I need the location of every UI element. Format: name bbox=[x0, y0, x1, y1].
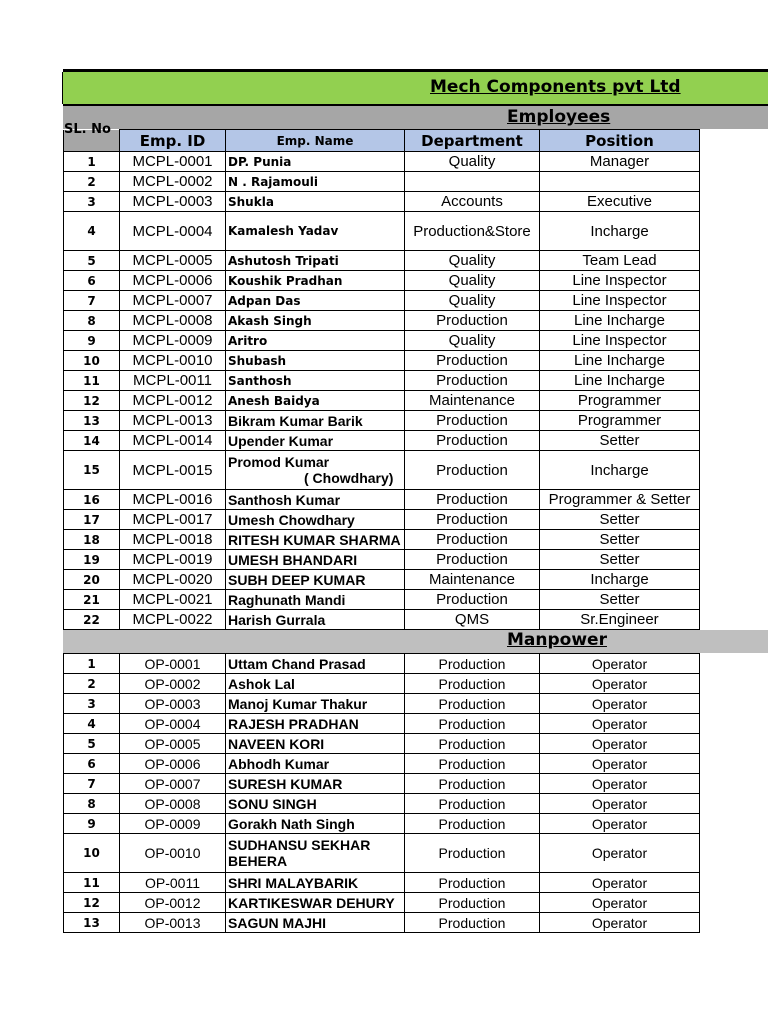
row-number-cell: 9 bbox=[64, 331, 120, 351]
department-cell: Quality bbox=[405, 251, 540, 271]
table-row bbox=[64, 570, 700, 590]
employees-section-band bbox=[63, 106, 768, 137]
department-cell: Production bbox=[405, 654, 540, 674]
emp-name-cell: Koushik Pradhan bbox=[226, 271, 405, 291]
row-number-cell: 11 bbox=[64, 371, 120, 391]
department-cell bbox=[405, 172, 540, 192]
department-cell: Production bbox=[405, 913, 540, 933]
emp-id-cell: OP-0013 bbox=[120, 913, 226, 933]
position-cell: Operator bbox=[540, 774, 700, 794]
table-row bbox=[64, 510, 700, 530]
position-cell: Executive bbox=[540, 192, 700, 212]
emp-id-cell: MCPL-0005 bbox=[120, 251, 226, 271]
emp-name-line: Promod Kumar bbox=[228, 454, 330, 470]
department-cell: Production bbox=[405, 530, 540, 550]
row-number-cell: 4 bbox=[64, 212, 120, 251]
department-cell: Quality bbox=[405, 331, 540, 351]
emp-id-cell: OP-0008 bbox=[120, 794, 226, 814]
row-number-cell: 17 bbox=[64, 510, 120, 530]
emp-id-cell: MCPL-0012 bbox=[120, 391, 226, 411]
row-number-cell: 20 bbox=[64, 570, 120, 590]
table-row bbox=[64, 490, 700, 510]
position-cell: Setter bbox=[540, 510, 700, 530]
position-cell: Operator bbox=[540, 913, 700, 933]
table-row bbox=[64, 411, 700, 431]
emp-name-cell: Shubash bbox=[226, 351, 405, 371]
emp-name-cell: Ashutosh Tripati bbox=[226, 251, 405, 271]
table-row bbox=[64, 714, 700, 734]
row-number-cell: 12 bbox=[64, 893, 120, 913]
table-row bbox=[64, 271, 700, 291]
table-row bbox=[64, 834, 700, 873]
department-cell: Production bbox=[405, 311, 540, 331]
table-row bbox=[64, 654, 700, 674]
table-row bbox=[64, 251, 700, 271]
emp-id-cell: MCPL-0009 bbox=[120, 331, 226, 351]
row-number-cell: 5 bbox=[64, 734, 120, 754]
emp-id-cell: OP-0010 bbox=[120, 834, 226, 873]
emp-id-cell: MCPL-0008 bbox=[120, 311, 226, 331]
department-cell: Production bbox=[405, 411, 540, 431]
emp-id-cell: MCPL-0013 bbox=[120, 411, 226, 431]
position-cell: Setter bbox=[540, 530, 700, 550]
emp-id-cell: MCPL-0001 bbox=[120, 152, 226, 172]
table-row bbox=[64, 590, 700, 610]
emp-id-cell: OP-0003 bbox=[120, 694, 226, 714]
emp-id-cell: MCPL-0022 bbox=[120, 610, 226, 630]
emp-id-cell: MCPL-0019 bbox=[120, 550, 226, 570]
emp-id-cell: MCPL-0003 bbox=[120, 192, 226, 212]
row-number-cell: 6 bbox=[64, 271, 120, 291]
position-cell: Operator bbox=[540, 873, 700, 893]
emp-id-cell: MCPL-0006 bbox=[120, 271, 226, 291]
table-row bbox=[64, 794, 700, 814]
emp-name-cell: RAJESH PRADHAN bbox=[226, 714, 405, 734]
row-number-cell: 10 bbox=[64, 834, 120, 873]
position-cell: Operator bbox=[540, 654, 700, 674]
emp-id-cell: MCPL-0010 bbox=[120, 351, 226, 371]
position-cell: Operator bbox=[540, 674, 700, 694]
emp-name-cell: SAGUN MAJHI bbox=[226, 913, 405, 933]
table-row bbox=[64, 530, 700, 550]
table-row bbox=[64, 172, 700, 192]
row-number-cell: 18 bbox=[64, 530, 120, 550]
row-number-cell: 13 bbox=[64, 913, 120, 933]
emp-name-cell: Shukla bbox=[226, 192, 405, 212]
table-row bbox=[64, 814, 700, 834]
department-cell: Production&Store bbox=[405, 212, 540, 251]
position-cell: Sr.Engineer bbox=[540, 610, 700, 630]
table-row bbox=[64, 192, 700, 212]
department-cell: Maintenance bbox=[405, 391, 540, 411]
row-number-cell: 10 bbox=[64, 351, 120, 371]
row-number-cell: 1 bbox=[64, 152, 120, 172]
emp-name-cell: Santhosh bbox=[226, 371, 405, 391]
emp-name-cell: N . Rajamouli bbox=[226, 172, 405, 192]
position-cell: Line Inspector bbox=[540, 291, 700, 311]
row-number-cell: 13 bbox=[64, 411, 120, 431]
position-cell: Operator bbox=[540, 834, 700, 873]
row-number-cell: 14 bbox=[64, 431, 120, 451]
position-cell: Setter bbox=[540, 431, 700, 451]
department-cell: Production bbox=[405, 431, 540, 451]
emp-name-cell: Manoj Kumar Thakur bbox=[226, 694, 405, 714]
row-number-cell: 9 bbox=[64, 814, 120, 834]
row-number-cell: 3 bbox=[64, 694, 120, 714]
position-cell: Programmer bbox=[540, 391, 700, 411]
emp-id-cell: MCPL-0015 bbox=[120, 451, 226, 490]
table-row bbox=[64, 371, 700, 391]
table-row bbox=[64, 774, 700, 794]
emp-name-cell: DP. Punia bbox=[226, 152, 405, 172]
department-cell: Production bbox=[405, 694, 540, 714]
row-number-cell: 15 bbox=[64, 451, 120, 490]
emp-name-cell: UMESH BHANDARI bbox=[226, 550, 405, 570]
emp-name-cell: SUBH DEEP KUMAR bbox=[226, 570, 405, 590]
department-cell: Quality bbox=[405, 152, 540, 172]
position-cell: Programmer bbox=[540, 411, 700, 431]
position-cell: Operator bbox=[540, 714, 700, 734]
table-row bbox=[64, 610, 700, 630]
position-cell: Manager bbox=[540, 152, 700, 172]
row-number-cell: 11 bbox=[64, 873, 120, 893]
position-cell: Setter bbox=[540, 550, 700, 570]
emp-name-line-2: ( Chowdhary) bbox=[304, 470, 394, 486]
row-number-cell: 12 bbox=[64, 391, 120, 411]
manpower-section-title: Manpower bbox=[507, 630, 607, 650]
row-number-cell: 8 bbox=[64, 794, 120, 814]
table-row bbox=[64, 873, 700, 893]
emp-id-cell: MCPL-0002 bbox=[120, 172, 226, 192]
emp-name-cell: Bikram Kumar Barik bbox=[226, 411, 405, 431]
position-cell: Line Inspector bbox=[540, 331, 700, 351]
emp-name-cell: SHRI MALAYBARIK bbox=[226, 873, 405, 893]
emp-name-cell: SONU SINGH bbox=[226, 794, 405, 814]
emp-id-cell: MCPL-0018 bbox=[120, 530, 226, 550]
emp-id-cell: MCPL-0021 bbox=[120, 590, 226, 610]
emp-name-cell: SUDHANSU SEKHAR BEHERA bbox=[226, 834, 405, 873]
department-cell: Production bbox=[405, 351, 540, 371]
manpower-body bbox=[64, 654, 700, 933]
department-cell: Production bbox=[405, 774, 540, 794]
department-cell: Production bbox=[405, 794, 540, 814]
table-row bbox=[64, 391, 700, 411]
position-cell: Operator bbox=[540, 893, 700, 913]
emp-id-cell: MCPL-0020 bbox=[120, 570, 226, 590]
position-cell: Line Inspector bbox=[540, 271, 700, 291]
table-row bbox=[64, 351, 700, 371]
position-cell: Setter bbox=[540, 590, 700, 610]
position-cell: Programmer & Setter bbox=[540, 490, 700, 510]
company-title-band bbox=[63, 69, 768, 106]
company-title: Mech Components pvt Ltd bbox=[430, 77, 681, 97]
table-row bbox=[64, 913, 700, 933]
department-cell: Maintenance bbox=[405, 570, 540, 590]
emp-id-cell: MCPL-0017 bbox=[120, 510, 226, 530]
position-cell bbox=[540, 172, 700, 192]
emp-name-cell: KARTIKESWAR DEHURY bbox=[226, 893, 405, 913]
emp-name-cell: RITESH KUMAR SHARMA bbox=[226, 530, 405, 550]
emp-name-cell: Abhodh Kumar bbox=[226, 754, 405, 774]
row-number-cell: 3 bbox=[64, 192, 120, 212]
table-row bbox=[64, 550, 700, 570]
emp-name-cell bbox=[226, 451, 405, 490]
row-number-cell: 6 bbox=[64, 754, 120, 774]
row-number-cell: 22 bbox=[64, 610, 120, 630]
emp-id-cell: OP-0011 bbox=[120, 873, 226, 893]
department-cell: Production bbox=[405, 814, 540, 834]
table-row bbox=[64, 431, 700, 451]
department-cell: Production bbox=[405, 834, 540, 873]
emp-name-header: Emp. Name bbox=[226, 130, 405, 152]
emp-id-cell: OP-0009 bbox=[120, 814, 226, 834]
position-cell: Incharge bbox=[540, 451, 700, 490]
row-number-cell: 16 bbox=[64, 490, 120, 510]
table-row bbox=[64, 152, 700, 172]
emp-id-header: Emp. ID bbox=[120, 130, 226, 152]
department-cell: Production bbox=[405, 734, 540, 754]
table-row bbox=[64, 674, 700, 694]
position-cell: Line Incharge bbox=[540, 311, 700, 331]
emp-name-cell: Santhosh Kumar bbox=[226, 490, 405, 510]
position-cell: Operator bbox=[540, 754, 700, 774]
emp-id-cell: OP-0001 bbox=[120, 654, 226, 674]
emp-name-cell: Uttam Chand Prasad bbox=[226, 654, 405, 674]
position-cell: Team Lead bbox=[540, 251, 700, 271]
department-cell: Production bbox=[405, 550, 540, 570]
table-row bbox=[64, 734, 700, 754]
emp-name-cell: Kamalesh Yadav bbox=[226, 212, 405, 251]
emp-name-cell: Umesh Chowdhary bbox=[226, 510, 405, 530]
department-cell: QMS bbox=[405, 610, 540, 630]
table-row bbox=[64, 754, 700, 774]
position-header: Position bbox=[540, 130, 700, 152]
department-cell: Production bbox=[405, 510, 540, 530]
emp-name-cell: Harish Gurrala bbox=[226, 610, 405, 630]
department-cell: Accounts bbox=[405, 192, 540, 212]
emp-name-cell: Upender Kumar bbox=[226, 431, 405, 451]
department-cell: Quality bbox=[405, 271, 540, 291]
row-number-cell: 21 bbox=[64, 590, 120, 610]
row-number-cell: 7 bbox=[64, 774, 120, 794]
row-number-cell: 8 bbox=[64, 311, 120, 331]
table-row bbox=[64, 331, 700, 351]
table-row bbox=[64, 311, 700, 331]
emp-id-cell: MCPL-0014 bbox=[120, 431, 226, 451]
emp-id-cell: OP-0005 bbox=[120, 734, 226, 754]
department-cell: Quality bbox=[405, 291, 540, 311]
department-cell: Production bbox=[405, 893, 540, 913]
header-row bbox=[64, 130, 700, 152]
department-cell: Production bbox=[405, 754, 540, 774]
table-row bbox=[64, 893, 700, 913]
emp-name-cell: Gorakh Nath Singh bbox=[226, 814, 405, 834]
table-row bbox=[64, 694, 700, 714]
employees-section-title: Employees bbox=[507, 107, 611, 127]
emp-id-cell: OP-0006 bbox=[120, 754, 226, 774]
department-cell: Production bbox=[405, 873, 540, 893]
spreadsheet bbox=[63, 69, 768, 933]
emp-name-cell: Adpan Das bbox=[226, 291, 405, 311]
emp-name-cell: SURESH KUMAR bbox=[226, 774, 405, 794]
emp-id-cell: MCPL-0007 bbox=[120, 291, 226, 311]
position-cell: Line Incharge bbox=[540, 351, 700, 371]
department-cell: Production bbox=[405, 371, 540, 391]
department-cell: Production bbox=[405, 674, 540, 694]
manpower-section-band bbox=[63, 630, 768, 653]
emp-name-cell: Aritro bbox=[226, 331, 405, 351]
sl-no-header: SL. No bbox=[64, 122, 111, 137]
table-row bbox=[64, 451, 700, 490]
row-number-cell: 2 bbox=[64, 674, 120, 694]
emp-id-cell: OP-0002 bbox=[120, 674, 226, 694]
emp-id-cell: OP-0004 bbox=[120, 714, 226, 734]
row-number-cell: 4 bbox=[64, 714, 120, 734]
row-number-cell: 1 bbox=[64, 654, 120, 674]
employees-table bbox=[63, 129, 700, 630]
table-row bbox=[64, 291, 700, 311]
position-cell: Operator bbox=[540, 734, 700, 754]
position-cell: Operator bbox=[540, 694, 700, 714]
emp-id-cell: MCPL-0004 bbox=[120, 212, 226, 251]
emp-id-cell: MCPL-0016 bbox=[120, 490, 226, 510]
employees-body bbox=[64, 152, 700, 630]
row-number-cell: 2 bbox=[64, 172, 120, 192]
emp-name-cell: Ashok Lal bbox=[226, 674, 405, 694]
table-row bbox=[64, 212, 700, 251]
emp-id-cell: OP-0007 bbox=[120, 774, 226, 794]
emp-name-cell: Anesh Baidya bbox=[226, 391, 405, 411]
manpower-table bbox=[63, 653, 700, 933]
position-cell: Incharge bbox=[540, 212, 700, 251]
emp-name-cell: NAVEEN KORI bbox=[226, 734, 405, 754]
emp-name-cell: Raghunath Mandi bbox=[226, 590, 405, 610]
row-number-cell: 19 bbox=[64, 550, 120, 570]
position-cell: Incharge bbox=[540, 570, 700, 590]
department-cell: Production bbox=[405, 451, 540, 490]
position-cell: Line Incharge bbox=[540, 371, 700, 391]
department-header: Department bbox=[405, 130, 540, 152]
row-number-cell: 7 bbox=[64, 291, 120, 311]
department-cell: Production bbox=[405, 714, 540, 734]
department-cell: Production bbox=[405, 590, 540, 610]
emp-name-cell: Akash Singh bbox=[226, 311, 405, 331]
position-cell: Operator bbox=[540, 814, 700, 834]
row-number-cell: 5 bbox=[64, 251, 120, 271]
emp-id-cell: OP-0012 bbox=[120, 893, 226, 913]
position-cell: Operator bbox=[540, 794, 700, 814]
department-cell: Production bbox=[405, 490, 540, 510]
emp-id-cell: MCPL-0011 bbox=[120, 371, 226, 391]
